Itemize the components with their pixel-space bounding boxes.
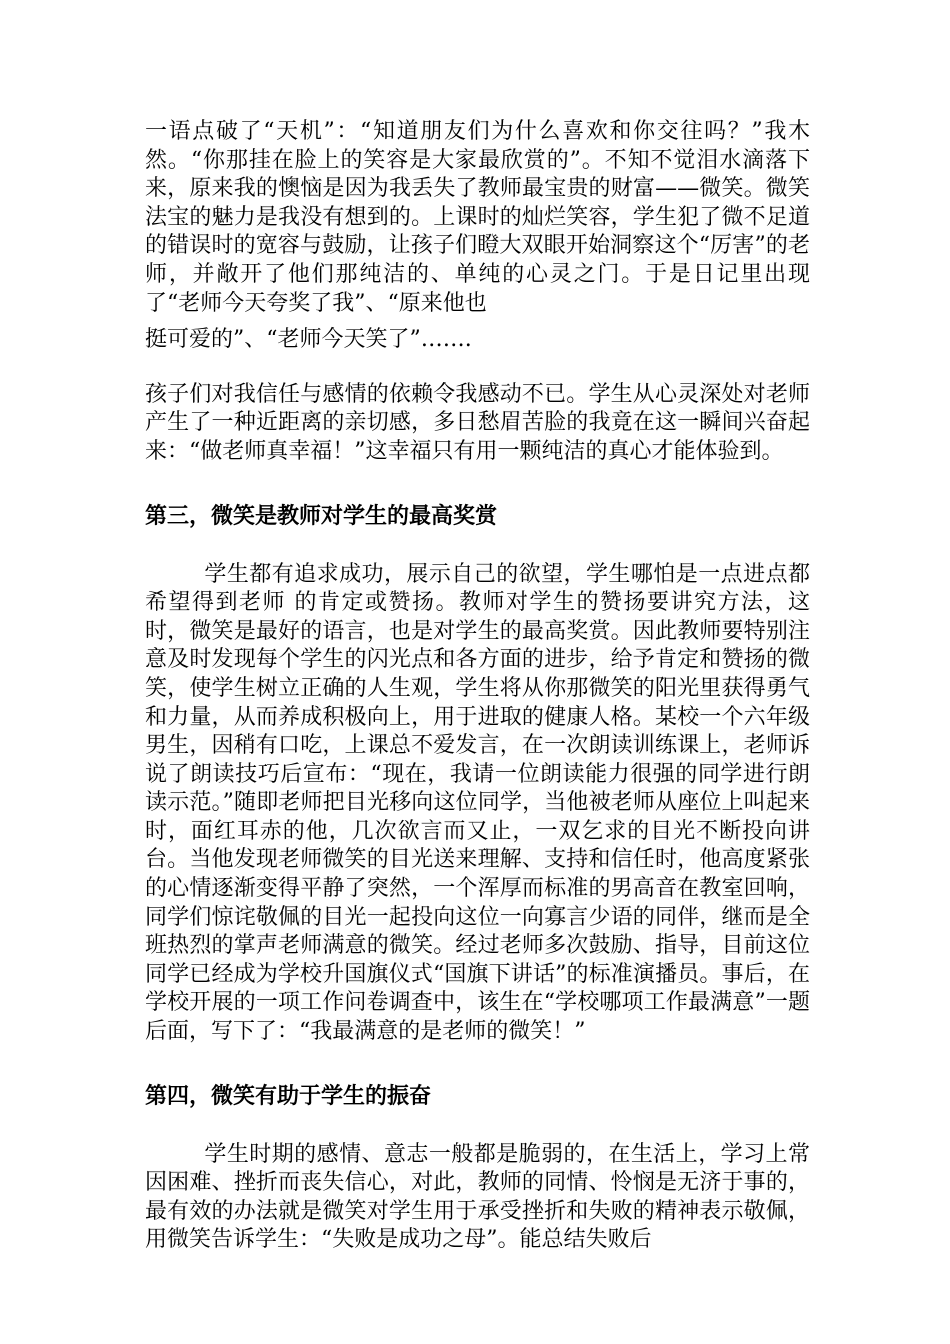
section-heading-fourth: 第四，微笑有助于学生的振奋: [145, 1082, 432, 1109]
paragraph-text: 一语点破了“天机”：“知道朋友们为什么喜欢和你交往吗？”我木然。“你那挂在脸上的笑容是大家最欣赏的”。不知不觉泪水滴落下来，原来我的懊恼是因为我丢失了教师最宝贵的财富——微笑。微笑法宝的魅力是我没有想到的。上课时的灿烂笑容，学生犯了微不足道的错误时的宽容与鼓励，让孩子们瞪大双眼开始洞察这个“厉害”的老师，并敞开了他们那纯洁的、单纯的心灵之门。于是日记里出现了“老师今天夸奖了我”、“原来他也: [145, 119, 810, 316]
paragraph-tail-text: 挺可爱的”、“老师今天笑了”…….: [145, 327, 472, 353]
document-page: [145, 118, 810, 1255]
paragraph-trust: 孩子们对我信任与感情的依赖令我感动不已。学生从心灵深处对老师产生了一种近距离的亲切感，多日愁眉苦脸的我竟在这一瞬间兴奋起来：“做老师真幸福！”这幸福只有用一颗纯洁的真心才能体验到。: [145, 381, 810, 464]
paragraph-smile-treasure: [145, 118, 810, 355]
paragraph-encouragement: 学生时期的感情、意志一般都是脆弱的，在生活上，学习上常因困难、挫折而丧失信心，对此，教师的同情、怜悯是无济于事的，最有效的办法就是微笑对学生用于承受挫折和失败的精神表示敬佩，用微笑告诉学生：“失败是成功之母”。能总结失败后: [145, 1141, 810, 1253]
section-heading-third: 第三，微笑是教师对学生的最高奖赏: [145, 502, 498, 529]
paragraph-highest-reward: 学生都有追求成功，展示自己的欲望，学生哪怕是一点进点都希望得到老师 的肯定或赞扬。教师对学生的赞扬要讲究方法，这时，微笑是最好的语言，也是对学生的最高奖赏。因此教师要特别注意及时发现每个学生的闪光点和各方面的进步，给予肯定和赞扬的微笑，使学生树立正确的人生观，学生将从你那微笑的阳光里获得勇气和力量，从而养成积极向上，用于进取的健康人格。某校一个六年级男生，因稍有口吃，上课总不爱发言，在一次朗读训练课上，老师诉说了朗读技巧后宣布：“现在，我请一位朗读能力很强的同学进行朗读示范。”随即老师把目光移向这位同学，当他被老师从座位上叫起来时，面红耳赤的他，几次欲言而又止，一双乞求的目光不断投向讲台。当他发现老师微笑的目光送来理解、支持和信任时，他高度紧张的心情逐渐变得平静了突然，一个浑厚而标准的男高音在教室回响，同学们惊诧敬佩的目光一起投向这位一向寡言少语的同伴，继而是全班热烈的掌声老师满意的微笑。经过老师多次鼓励、指导，目前这位同学已经成为学校升国旗仪式“国旗下讲话”的标准演播员。事后，在学校开展的一项工作问卷调查中，该生在“学校哪项工作最满意”一题后面，写下了：“我最满意的是老师的微笑！”: [145, 561, 810, 1045]
